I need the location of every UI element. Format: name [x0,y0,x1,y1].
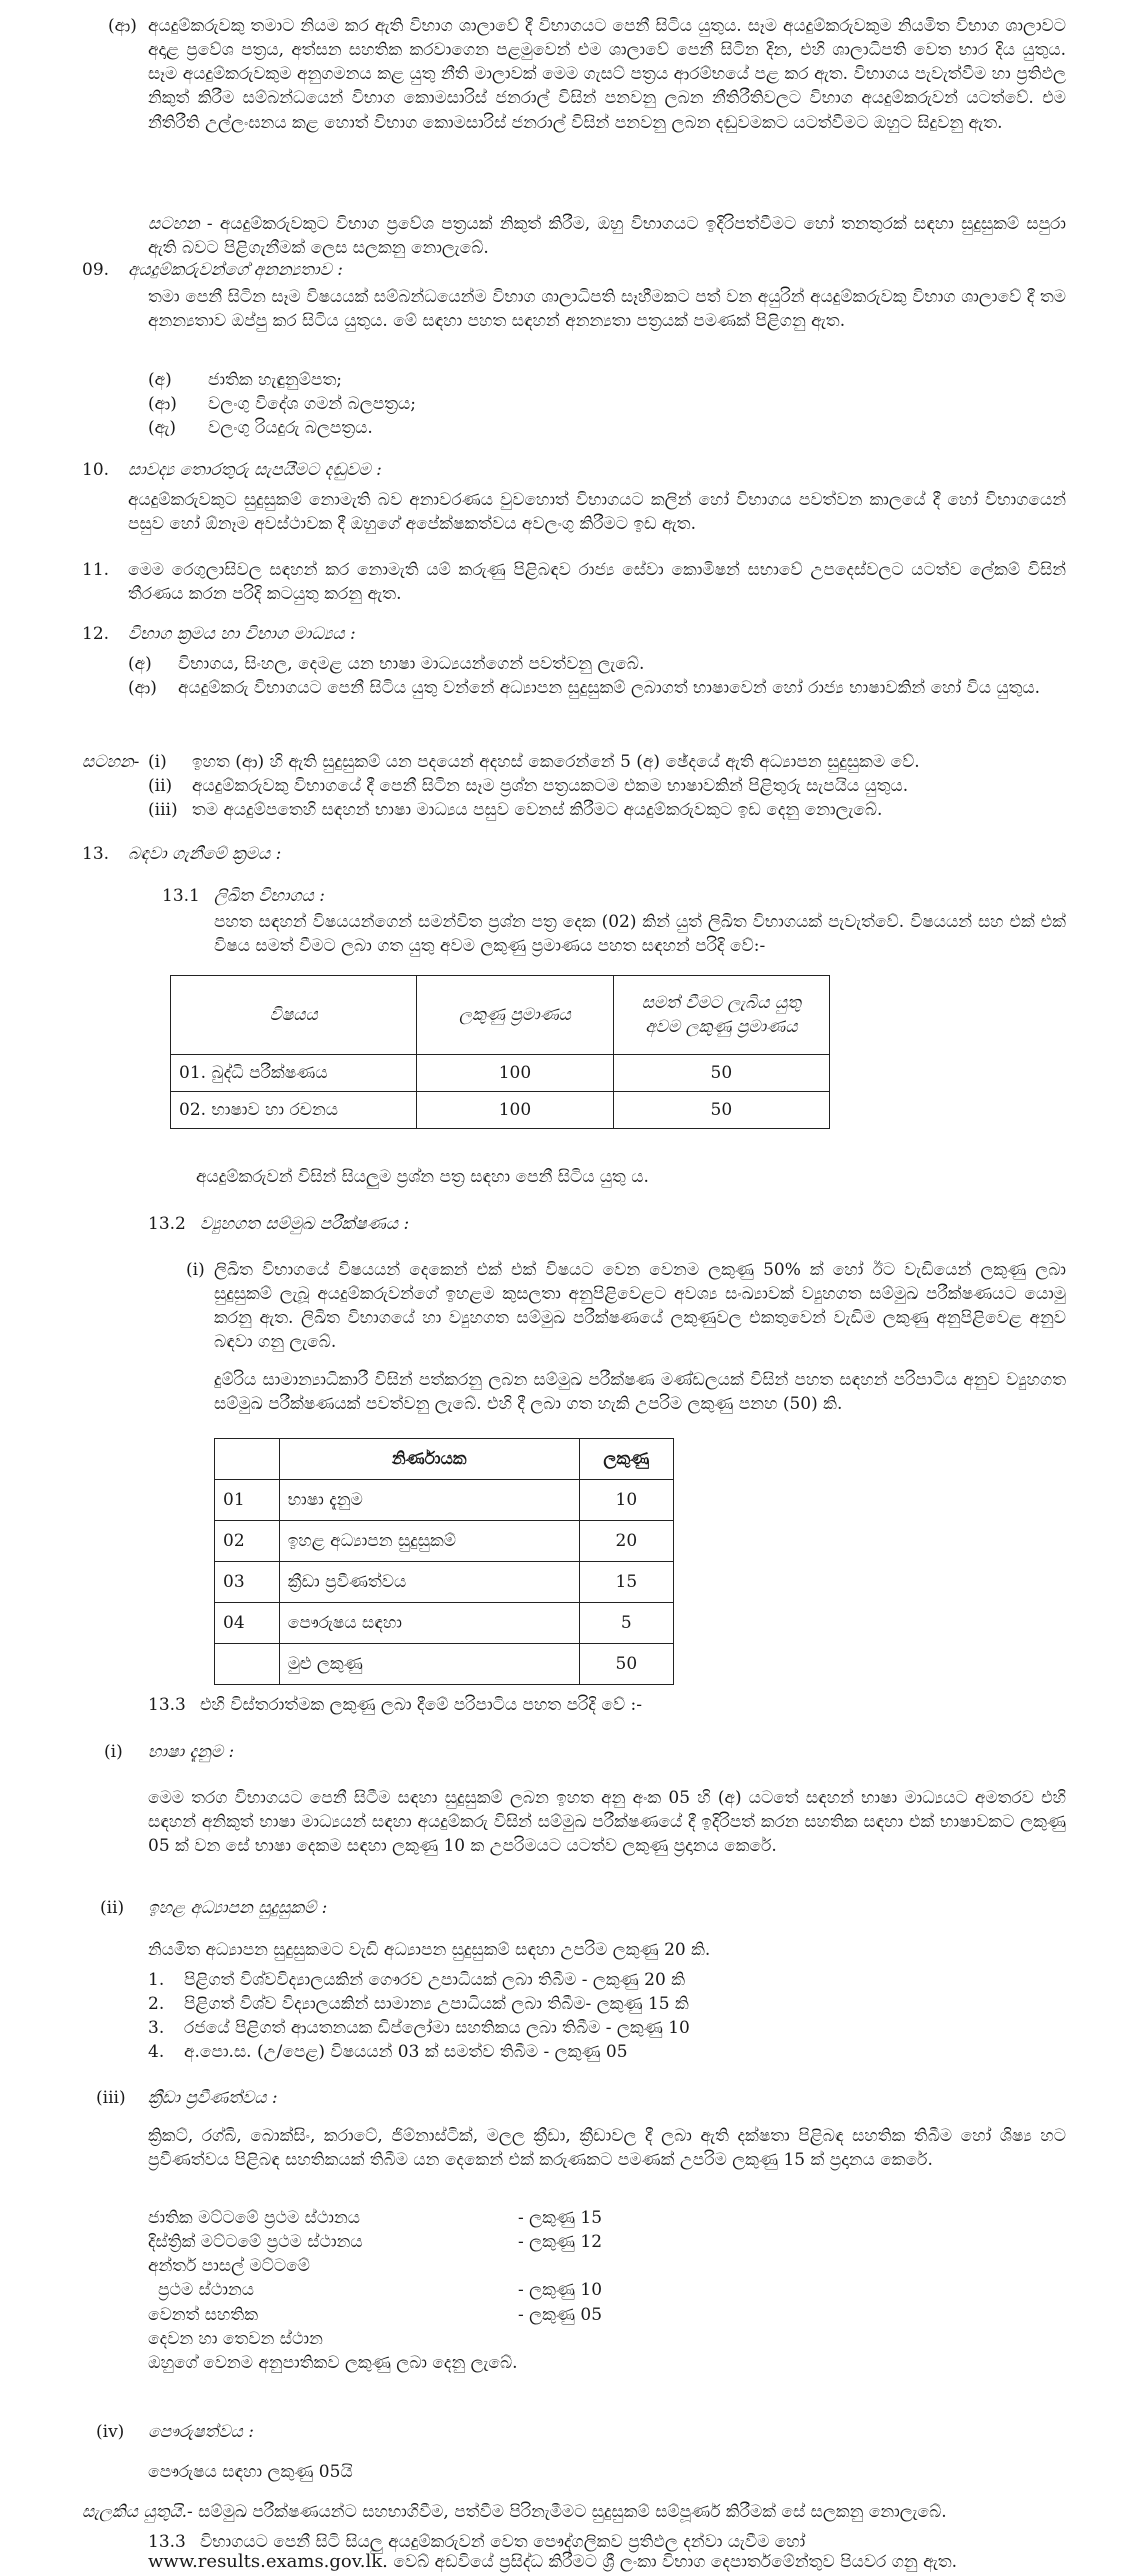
table-cell: 100 [417,1092,613,1129]
sports-scores-list [148,2206,848,2375]
table-cell: 50 [579,1644,673,1685]
table-cell: 5 [579,1603,673,1644]
final-number: 13.3 [148,2532,186,2552]
list-item: (iii) තම අයදුම්පතෙහි සඳහන් භාෂා මාධ්‍යය පසුව වෙනස් කිරීමට අයදුම්කරුවකුට ඉඩ දෙනු නොලැබේ. [148,800,883,821]
table-row [215,1521,674,1562]
table-header [215,1439,280,1480]
list-item: (අ) විභාගය, සිංහල, දෙමළ යන භාෂා මාධ්‍යයන්ගෙන් පවත්වනු ලැබේ. [128,654,645,674]
list-item: (ඇ) වලංගු රියදුරු බලපත්‍රය. [148,418,373,439]
s10-paragraph: අයදුම්කරුවකුට සුදුසුකම් නොමැති බව අනාවරණය වුවහොත් විභාගයට කලින් හෝ විභාගය පවත්වන කාලයේ දී හෝ විභාගයෙන් පසුව හෝ ඕනෑම අවස්ථාවක දී ඔහුගේ අපේක්ෂකත්වය අවලංගු කිරීමට ඉඩ ඇත. [128,490,1066,535]
table-header: විෂයය [171,976,417,1055]
detail-i-marker: (i) [104,1742,123,1762]
table-header-row [171,976,830,1055]
list-item: (අ) ජාතික හැඳුනුම්පත; [148,370,342,390]
s12-title: විභාග ක්‍රමය හා විභාග මාධ්‍යය : [128,624,356,644]
table-header: ලකුණු ප්‍රමාණය [417,976,613,1055]
detail-ii-title: ඉහළ අධ්‍යාපන සුදුසුකම් : [148,1898,328,1918]
table-header: සමත් වීමට ලැබිය යුතු අවම ලකුණු ප්‍රමාණය [613,976,829,1055]
final-line-1: විභාගයට පෙනී සිටි සියලු අයදුම්කරුවන් වෙත පෞද්ගලිකව ප්‍රතිඵල දන්වා යැවීම හෝ [200,2532,806,2552]
detail-iv-marker: (iv) [96,2422,125,2442]
table-cell: 01. බුද්ධි පරීක්ෂණය [171,1055,417,1092]
table-header: ලකුණු [579,1439,673,1480]
table-cell: 100 [417,1055,613,1092]
detail-i-paragraph: මෙම තරග විභාගයට පෙනී සිටීම සඳහා සුදුසුකම් ලබන ඉහත අනු අංක 05 හි (අ) යටතේ සඳහන් භාෂා මාධ්‍යයට අමතරව එහි සඳහන් අනිකුත් භාෂා මාධ්‍යයන් සඳහා අයදුම්කරු විසින් සම්මුඛ පරීක්ෂණයේ දී ඉදිරිපත් කරන සහතික සඳහා එක් භාෂාවකට ලකුණු 05 ක් වන සේ භාෂා දෙකම සඳහා ලකුණු 10 ක උපරිමයට යටත්ව ලකුණු ප්‍රදානය කෙරේ. [148,1788,1066,1857]
written-exam-table [170,975,830,1129]
table-row [171,1055,830,1092]
s13-number: 13. [82,844,110,864]
list-item: (i) ඉහත (ආ) හි ඇති සුදුසුකම් යන පදයෙන් අදහස් කෙරෙන්නේ 5 (අ) ඡේදයේ ඇති අධ්‍යාපන සුදුසුකම වේ. [148,752,920,772]
final-line-2 [148,2551,1088,2573]
list-item: ජාතික මට්ටමේ ප්‍රථම ස්ථානය - ලකුණු 15 [148,2208,603,2228]
s13-2-paragraph-2: දුම්රිය සාමාන්‍යාධිකාරී විසින් පත්කරනු ලබන සම්මුඛ පරීක්ෂණ මණ්ඩලයක් විසින් පහත සඳහන් පරිපාටිය අනුව ව්‍යුහගත සම්මුඛ පරීක්ෂණයක් පවත්වනු ලැබේ. එහි දී ලබා ගත හැකි උපරිම ලකුණු පනහ (50) කි. [214,1370,1066,1415]
s11-number: 11. [82,560,110,580]
detail-iii-title: ක්‍රීඩා ප්‍රවීණත්වය : [148,2088,278,2108]
detail-ii-marker: (ii) [100,1898,125,1918]
caution-note [82,2500,1082,2524]
s8-marker: (ආ) [108,16,137,36]
sports-scores-tail: ඔහුගේ වෙනම අනුපාතිකව ලකුණු ලබා දෙනු ලැබේ. [148,2352,518,2373]
s10-title: සාවද්‍ය තොරතුරු සැපයීමට දඬුවම : [128,460,382,480]
list-item: 1. පිළිගත් විශ්වවිද්‍යාලයකින් ගෞරව උපාධියක් ලබා තිබීම - ලකුණු 20 කි [148,1970,685,1990]
table-row [171,1092,830,1129]
s12-number: 12. [82,624,110,644]
table-cell: 15 [579,1562,673,1603]
s9-number: 09. [82,260,110,280]
list-item: 3. රජයේ පිළිගත් ආයතනයක ඩිප්ලෝමා සහතිකය ලබා තිබීම - ලකුණු 10 [148,2018,690,2039]
list-item: ප්‍රථම ස්ථානය - ලකුණු 10 [158,2280,603,2301]
table-cell: 02 [215,1521,280,1562]
results-url-link[interactable]: www.results.exams.gov.lk. [148,2551,388,2572]
table-cell: 04 [215,1603,280,1644]
s9-paragraph: තමා පෙනී සිටින සෑම විෂයයක් සම්බන්ධයෙන්ම විභාග ශාලාධිපති සෑහීමකට පත් වන අයුරින් අයදුම්කරුවකු විභාග ශාලාවේ දී තම අනන්‍යතාව ඔප්පු කර සිටිය යුතුය. මේ සඳහා පහත සඳහන් අනන්‍යතා පත්‍රයක් පමණක් පිළිගනු ඇත. [148,287,1066,332]
table-header: නිර්ණායක [279,1439,579,1480]
detail-iv-title: පෞරුෂත්වය : [148,2422,255,2442]
list-item: (ii) අයදුම්කරුවකු විභාගයේ දී පෙනී සිටින සෑම ප්‍රශ්න පත්‍රයකටම එකම භාෂාවකින් පිළිතුරු සැපයිය යුතුය. [148,776,909,797]
s8-paragraph: අයදුම්කරුවකු තමාට නියම කර ඇති විභාග ශාලාවේ දී විභාගයට පෙනී සිටිය යුතුය. සෑම අයදුම්කරුවකුම නියමිත විභාග ශාලාවට අදාළ ප්‍රවේශ පත්‍රය, අත්සන සහතික කරවාගෙන පළමුවෙන් එම ශාලාවේ පෙනී සිටින දින, එහි ශාලාධිපති වෙත භාර දිය යුතුය. සෑම අයදුම්කරුවකුම අනුගමනය කළ යුතු නීති මාලාවක් මෙම ගැසට් පත්‍රය ආරම්භයේ පළ කර ඇත. විභාගය පැවැත්වීම හා ප්‍රතිඵල නිකුත් කිරීම සම්බන්ධයෙන් විභාග කොමසාරිස් ජනරාල් විසින් පනවනු ලබන නීතිරීතිවලට විභාග අයදුම්කරුවන් යටත්වේ. එම නීතිරීති උල්ලංඝනය කළ හොත් විභාග කොමසාරිස් ජනරාල් විසින් පනවනු ලබන දඬුවමකට යටත්වීමට ඔහුට සිදුවනු ඇත. [148,16,1066,133]
s13-1-paragraph: පහත සඳහන් විෂයයන්ගෙන් සමන්විත ප්‍රශ්න පත්‍ර දෙක (02) කින් යුත් ලිඛිත විභාගයක් පැවැත්වේ. විෂයයන් සහ එක් එක් විෂය සමත් වීමට ලබා ගත යුතු අවම ලකුණු ප්‍රමාණය පහත සඳහන් පරිදි වේ:- [214,912,1066,957]
s9-id-list [148,368,748,440]
detail-ii-list [148,1968,1066,2065]
s13-2-marker: (i) [186,1260,205,1280]
s13-3-number: 13.3 [148,1695,186,1715]
table-cell: ක්‍රීඩා ප්‍රවීණත්වය [279,1562,579,1603]
caution-label: සැලකිය යුතුයි.- [82,2502,193,2522]
s13-2-title: ව්‍යුහගත සම්මුඛ පරීක්ෂණය : [200,1214,410,1234]
list-item: වෙනත් සහතික - ලකුණු 05 [148,2304,603,2325]
table-row [215,1644,674,1685]
table-cell: 50 [613,1055,829,1092]
s10-number: 10. [82,460,110,480]
table-header-row [215,1439,674,1480]
s13-2-number: 13.2 [148,1214,186,1234]
table-cell: 50 [613,1092,829,1129]
s13-2-paragraph-1: ලිඛිත විභාගයේ විෂයයන් දෙකෙන් එක් එක් විෂයට වෙන වෙනම ලකුණු 50% ක් හෝ ඊට වැඩියෙන් ලකුණු ලබා සුදුසුකම් ලැබූ අයදුම්කරුවන්ගේ ඉහළම කුසලතා අනුපිළිවෙළට අවශ්‍ය සංඛ්‍යාවක් ව්‍යුහගත සම්මුඛ පරීක්ෂණයට යොමු කරනු ඇත. ලිඛිත විභාගයේ හා ව්‍යුහගත සම්මුඛ පරීක්ෂණයේ ලකුණුවල එකතුවෙන් වැඩිම ලකුණු අනුපිළිවෙළ අනුව බඳවා ගනු ලැබේ. [214,1260,1066,1353]
detail-iii-paragraph: ක්‍රිකට්, රග්බි, බොක්සිං, කරාටේ, ජිම්නාස්ටික්, මලල ක්‍රීඩා, ක්‍රීඩාවල දී ලබා ඇති දක්ෂතා පිළිබඳ සහතික තිබීම හෝ ශිෂ්‍ය හට ප්‍රවීණත්වය පිළිබඳ සහතිකයක් තිබීම යන දෙකෙන් එක් කරුණකට පමණක් උපරිම ලකුණු 15 ක් ප්‍රදානය කෙරේ. [148,2126,1066,2171]
list-item: අන්තර් පාසල් මට්ටමේ [148,2256,310,2277]
table-cell: 01 [215,1480,280,1521]
table-cell: පෞරුෂය සඳහා [279,1603,579,1644]
table-cell: ඉහළ අධ්‍යාපන සුදුසුකම් [279,1521,579,1562]
s9-title: අයදුම්කරුවන්ගේ අනන්‍යතාව : [128,260,343,280]
s13-1-number: 13.1 [162,886,200,906]
detail-i-title: භාෂා දැනුම : [148,1742,235,1762]
s8-note [148,212,1066,260]
list-item: (ආ) අයදුම්කරු විභාගයට පෙනී සිටිය යුතු වන්නේ අධ්‍යාපන සුදුසුකම් ලබාගත් භාෂාවෙන් හෝ රාජ්‍ය භාෂාවකින් හෝ විය යුතුය. [128,678,1041,699]
s13-3-title: එහි විස්තරාත්මක ලකුණු ලබා දීමේ පරිපාටිය පහත පරිදි වේ :- [200,1695,643,1715]
list-item: දිස්ත්‍රික් මට්ටමේ ප්‍රථම ස්ථානය - ලකුණු 12 [148,2232,603,2253]
s11-paragraph: මෙම රෙගුලාසිවල සඳහන් කර නොමැති යම් කරුණු පිළිබඳව රාජ්‍ය සේවා කොමිෂන් සභාවේ උපදෙස්වලට යටත්ව ලේකම් විසින් තීරණය කරන පරිදි කටයුතු කරනු ඇත. [128,560,1066,605]
table-cell: 10 [579,1480,673,1521]
caution-text: සම්මුඛ පරීක්ෂණයන්ට සහභාගිවීම, පත්වීම පිරිනැමීමට සුදුසුකම් සම්පූර්ණ කිරීමක් සේ සලකනු නොලැබේ. [198,2502,947,2522]
notes-label: සටහන- [82,752,140,772]
table-cell [215,1644,280,1685]
table-row [215,1480,674,1521]
table-cell: 02. භාෂාව හා රචනය [171,1092,417,1129]
table-cell: 20 [579,1521,673,1562]
detail-iv-text: පෞරුෂය සඳහා ලකුණු 05යි [148,2462,353,2482]
list-item: 4. අ.පො.ස. (උ/පෙළ) විෂයයන් 03 ක් සමත්ව තිබීම - ලකුණු 05 [148,2042,628,2063]
table-cell: මුළු ලකුණු [279,1644,579,1685]
list-item: 2. පිළිගත් විශ්ව විද්‍යාලයකින් සාමාන්‍ය උපාධියක් ලබා තිබීම- ලකුණු 15 කි [148,1994,689,2015]
list-item: (ආ) වලංගු විදේශ ගමන් බලපත්‍රය; [148,394,416,415]
s8-note-text: අයදුම්කරුවකුට විභාග ප්‍රවේශ පත්‍රයක් නිකුත් කිරීම, ඔහු විභාගයට ඉදිරිපත්වීමට හෝ තනතුරක් සඳහා සුදුසුකම් සපුරා ඇති බවට පිළිගැනීමක් ලෙස සලකනු නොලැබේ. [148,214,1067,259]
detail-iii-marker: (iii) [96,2088,126,2108]
s8-note-label: සටහන - [148,214,213,234]
table-row [215,1603,674,1644]
final-line-2-text: වෙබ් අඩවියේ ප්‍රසිද්ධ කිරීමට ශ්‍රී ලංකා විභාග දෙපාර්තමේන්තුව පියවර ගනු ඇත. [393,2552,958,2572]
s12-list [128,652,1066,700]
s13-1-title: ලිඛිත විභාගය : [214,886,326,906]
s13-1-after: අයදුම්කරුවන් විසින් සියලුම ප්‍රශ්න පත්‍ර සඳහා පෙනී සිටිය යුතු ය. [196,1167,649,1187]
table-cell: 03 [215,1562,280,1603]
list-item: දෙවන හා තෙවන ස්ථාන [148,2328,323,2349]
detail-ii-intro: නියමිත අධ්‍යාපන සුදුසුකමට වැඩි අධ්‍යාපන සුදුසුකම් සඳහා උපරිම ලකුණු 20 කි. [148,1940,711,1960]
table-row [215,1562,674,1603]
interview-criteria-table [214,1438,674,1685]
table-cell: භාෂා දැනුම [279,1480,579,1521]
notes-list [148,750,1066,822]
s13-title: බඳවා ගැනීමේ ක්‍රමය : [128,844,282,864]
